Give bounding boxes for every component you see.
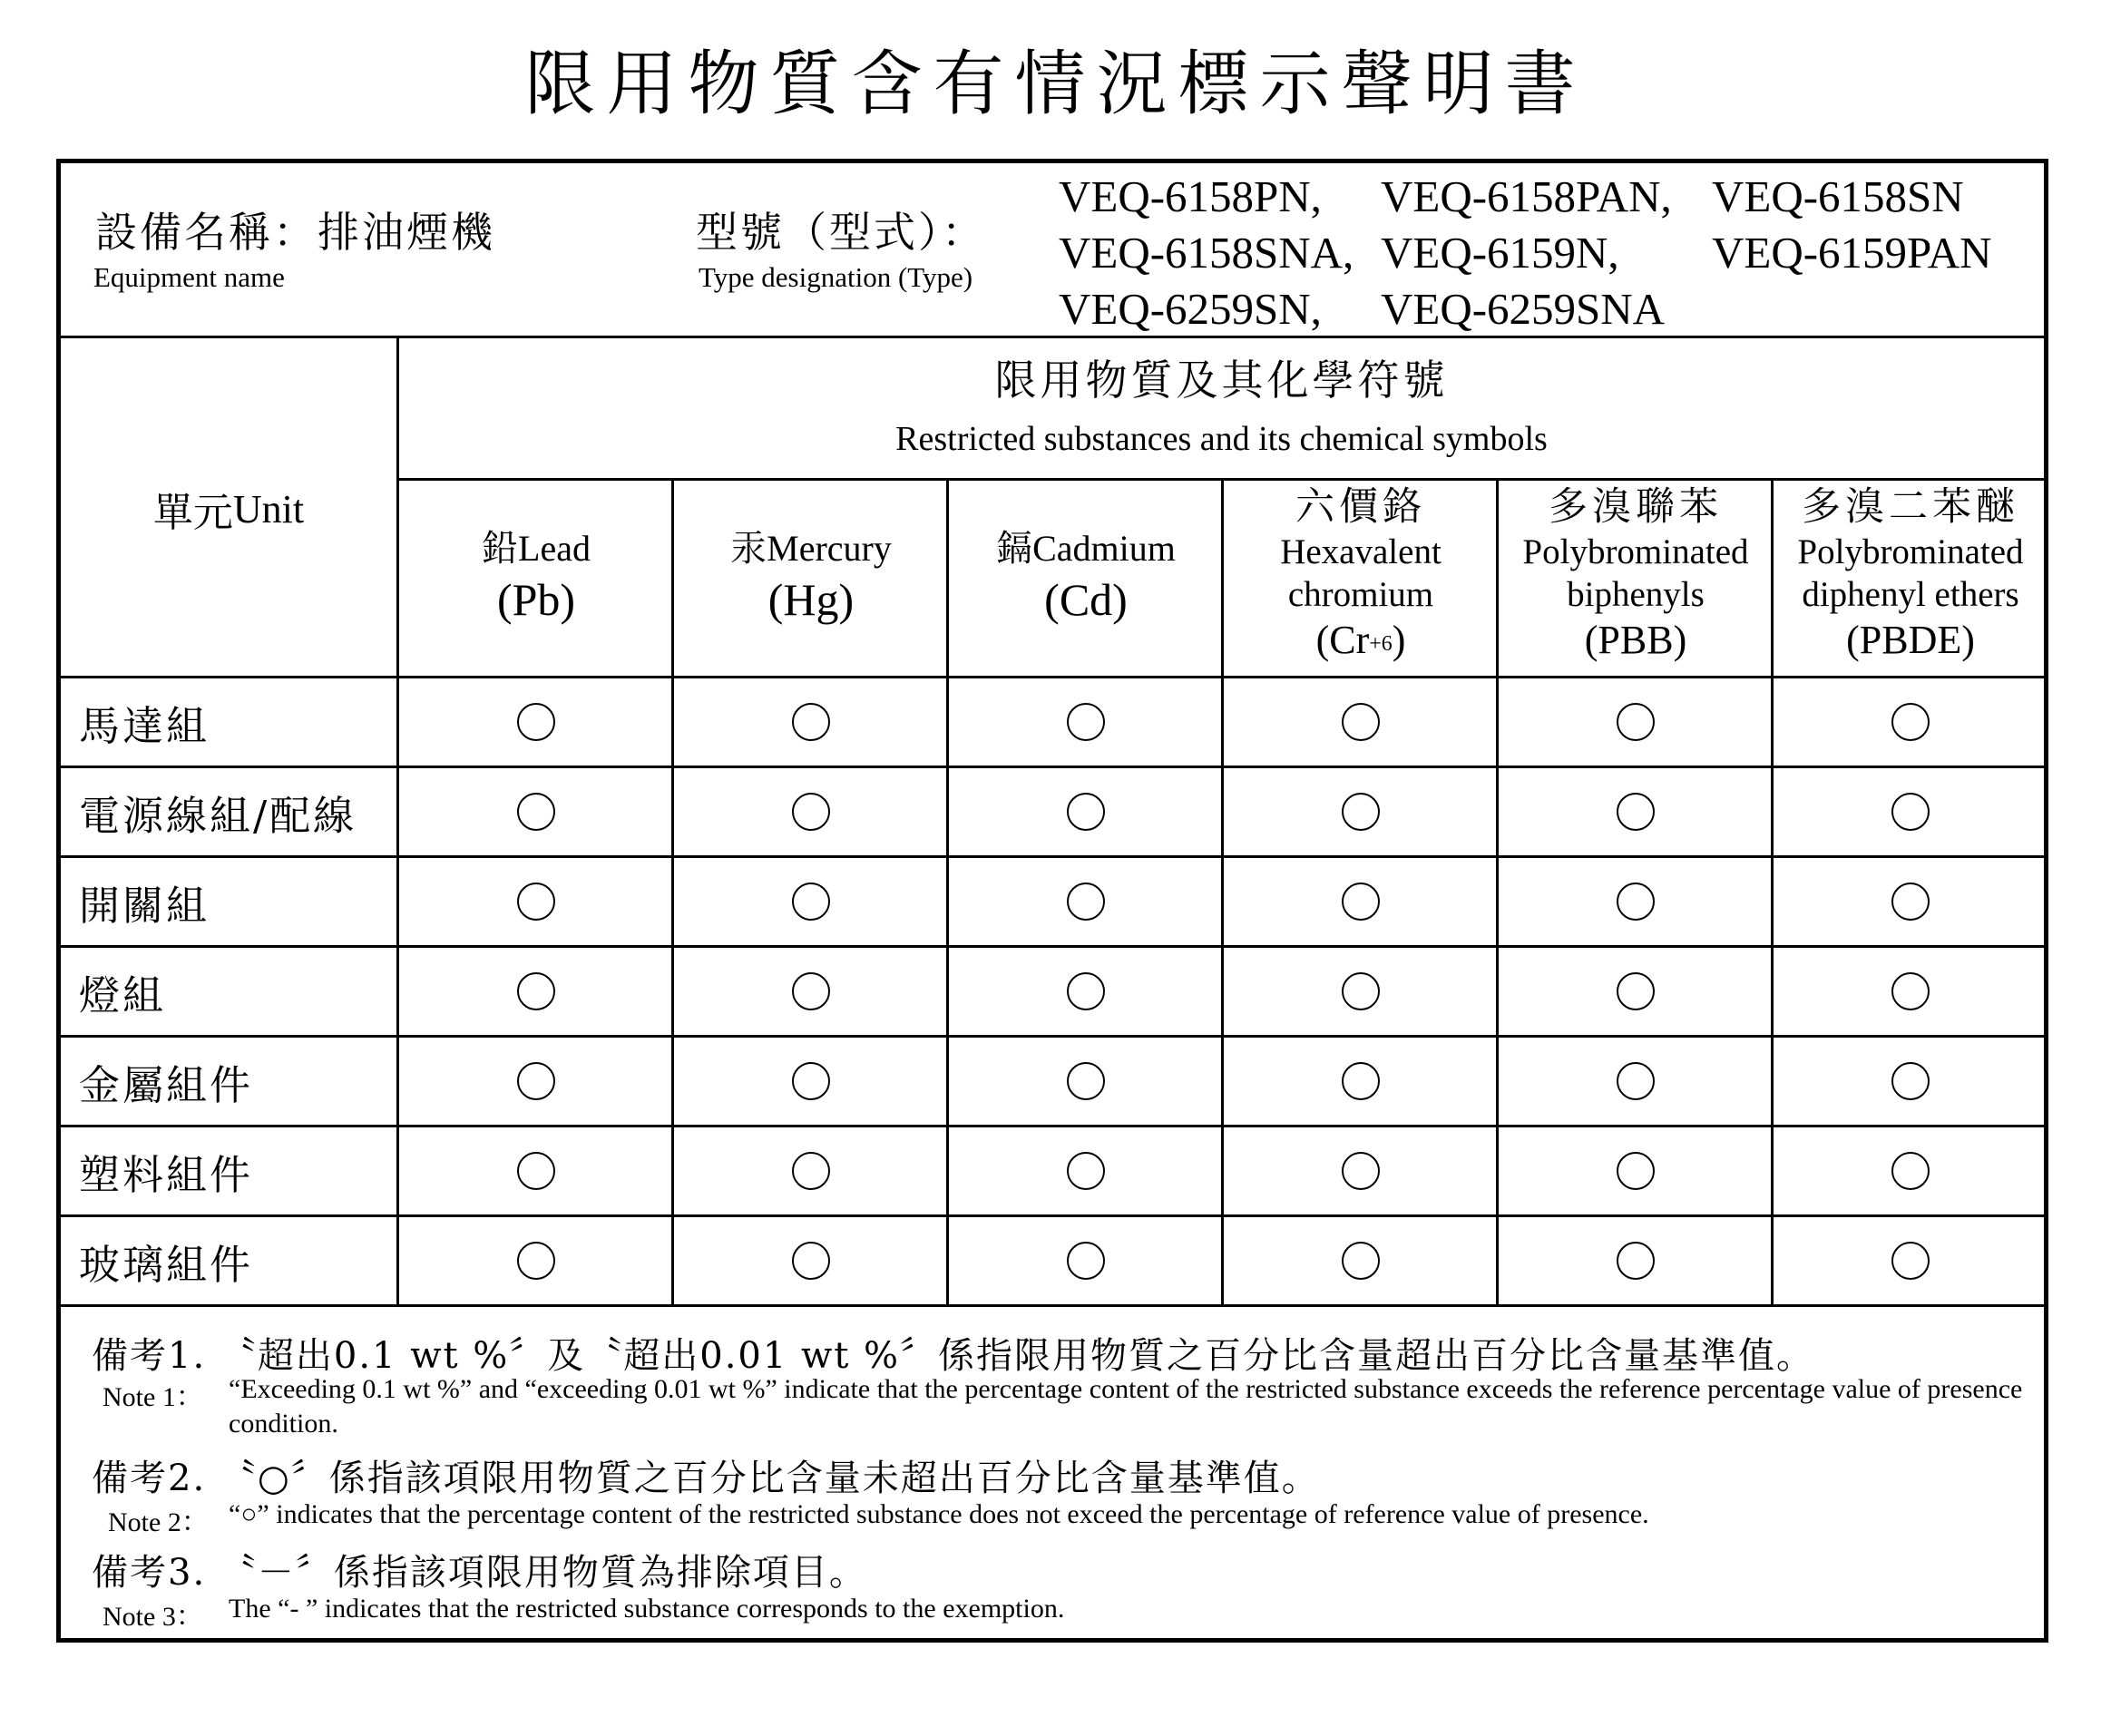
table-cell	[399, 1038, 673, 1125]
circle-mark-icon	[1891, 793, 1930, 831]
substance-zh: 六價鉻	[1295, 484, 1426, 530]
table-cell	[1224, 948, 1498, 1035]
note-3-en: The “- ” indicates that the restricted substance corresponds to the exemption.	[229, 1594, 1065, 1624]
substance-zh: 鎘	[996, 528, 1033, 570]
table-cell	[399, 858, 673, 945]
substance-zh: 多溴聯苯	[1549, 484, 1723, 530]
model-number: VEQ-6159N,	[1381, 228, 1619, 278]
circle-mark-icon	[1617, 972, 1655, 1010]
table-cell	[1499, 768, 1773, 855]
circle-mark-icon	[1342, 1152, 1380, 1190]
table-cell	[949, 948, 1223, 1035]
model-number: VEQ-6259SNA	[1381, 284, 1666, 334]
circle-mark-icon	[517, 883, 555, 921]
column-header-pbb	[1499, 481, 1773, 678]
row-unit-label: 玻璃組件	[79, 1240, 254, 1289]
table-cell	[1774, 678, 2047, 766]
circle-mark-icon	[517, 793, 555, 831]
substance-zh: 多溴二苯醚	[1802, 484, 2019, 530]
table-cell	[1224, 678, 1498, 766]
column-header-mercury	[674, 481, 948, 678]
table-cell	[1499, 948, 1773, 1035]
table-cell	[399, 948, 673, 1035]
symbol-base: (Cr	[1315, 618, 1370, 662]
circle-mark-icon	[792, 972, 830, 1010]
table-cell	[1499, 678, 1773, 766]
chemical-symbol: (PBB)	[1584, 618, 1687, 662]
circle-mark-icon	[1891, 972, 1930, 1010]
circle-mark-icon	[517, 703, 555, 741]
circle-mark-icon	[517, 1062, 555, 1100]
circle-mark-icon	[1342, 1242, 1380, 1280]
row-unit-label: 塑料組件	[79, 1150, 254, 1199]
type-designation-label-en: Type designation (Type)	[699, 261, 973, 293]
column-header-cadmium	[949, 481, 1223, 678]
note-3-zh: 備考3. 〝－〞係指該項限用物質為排除項目。	[92, 1552, 867, 1594]
circle-mark-icon	[1342, 793, 1380, 831]
table-cell	[1224, 768, 1498, 855]
table-cell	[1499, 1217, 1773, 1304]
table-cell	[674, 1127, 948, 1214]
circle-mark-icon	[1617, 1152, 1655, 1190]
page-title: 限用物質含有情況標示聲明書	[524, 44, 1587, 125]
circle-mark-icon	[1342, 1062, 1380, 1100]
row-unit-label: 金屬組件	[79, 1060, 254, 1109]
circle-mark-icon	[792, 703, 830, 741]
circle-mark-icon	[792, 793, 830, 831]
table-cell	[949, 858, 1223, 945]
table-cell	[1499, 858, 1773, 945]
table-cell	[949, 678, 1223, 766]
restricted-substances-header-en: Restricted substances and its chemical symbols	[895, 420, 1548, 458]
substance-en-line2: biphenyls	[1567, 575, 1705, 614]
substance-zh: 汞	[730, 528, 767, 570]
table-cell	[1224, 1127, 1498, 1214]
table-cell	[1499, 1038, 1773, 1125]
row-unit-label: 馬達組	[79, 701, 210, 750]
substance-en-line1: Polybrominated	[1797, 532, 2024, 571]
chemical-symbol: (Pb)	[496, 574, 576, 625]
circle-mark-icon	[792, 1062, 830, 1100]
model-number: VEQ-6158SNA,	[1059, 228, 1354, 278]
column-header-hexavalent-chromium	[1224, 481, 1498, 678]
circle-mark-icon	[1067, 972, 1105, 1010]
substance-en: Cadmium	[1032, 528, 1176, 569]
circle-mark-icon	[1067, 793, 1105, 831]
table-cell	[1774, 1127, 2047, 1214]
circle-mark-icon	[792, 1152, 830, 1190]
table-cell	[1224, 1038, 1498, 1125]
table-cell	[399, 768, 673, 855]
equipment-name-label: 設備名稱：排油煙機	[95, 208, 495, 257]
circle-mark-icon	[1067, 703, 1105, 741]
table-cell	[949, 1038, 1223, 1125]
table-cell	[949, 1217, 1223, 1304]
table-cell	[949, 768, 1223, 855]
substance-en-line2: diphenyl ethers	[1802, 575, 2019, 614]
circle-mark-icon	[1617, 1062, 1655, 1100]
circle-mark-icon	[1891, 1062, 1930, 1100]
table-cell	[674, 1038, 948, 1125]
row-unit-label: 電源線組/配線	[79, 791, 357, 840]
note-2-label: Note 2：	[108, 1507, 209, 1537]
table-cell	[1774, 1217, 2047, 1304]
circle-mark-icon	[1891, 703, 1930, 741]
chemical-symbol: (PBDE)	[1846, 618, 1975, 662]
substance-en: Mercury	[767, 528, 892, 569]
table-cell	[1224, 1217, 1498, 1304]
unit-header-en: Unit	[232, 486, 305, 532]
substance-en-line1: Polybrominated	[1522, 532, 1749, 571]
model-list	[1059, 169, 2020, 337]
row-unit-label: 燈組	[79, 970, 167, 1019]
substance-zh: 鉛	[482, 528, 519, 570]
note-2-zh: 備考2. 〝○〞係指該項限用物質之百分比含量未超出百分比含量基準值。	[92, 1458, 1320, 1499]
circle-mark-icon	[1342, 703, 1380, 741]
note-1-label: Note 1：	[103, 1382, 203, 1412]
column-header-pbde	[1774, 481, 2047, 678]
circle-mark-icon	[1342, 972, 1380, 1010]
substance-en-line1: Hexavalent	[1280, 532, 1442, 571]
type-designation-label: 型號（型式）：	[696, 208, 986, 257]
symbol-end: )	[1392, 618, 1406, 662]
model-number	[1712, 281, 2020, 337]
circle-mark-icon	[1617, 1242, 1655, 1280]
chemical-symbol: (Cd)	[1044, 574, 1128, 625]
circle-mark-icon	[1617, 793, 1655, 831]
note-1-zh: 備考1. 〝超出0.1 wt %〞及〝超出0.01 wt %〞係指限用物質之百分比含量超出百分比含量基準值。	[92, 1335, 1815, 1377]
equipment-name-label-en: Equipment name	[93, 261, 285, 293]
table-cell	[1774, 1038, 2047, 1125]
table-cell	[1774, 768, 2047, 855]
row-unit-label: 開關組	[79, 881, 210, 930]
table-cell	[674, 678, 948, 766]
table-cell	[1774, 948, 2047, 1035]
table-cell	[674, 1217, 948, 1304]
note-3-label: Note 3：	[103, 1602, 203, 1632]
circle-mark-icon	[1067, 1062, 1105, 1100]
circle-mark-icon	[792, 883, 830, 921]
substance-en-line2: chromium	[1287, 575, 1434, 614]
circle-mark-icon	[1067, 1242, 1105, 1280]
unit-column-header	[61, 339, 396, 678]
circle-mark-icon	[792, 1242, 830, 1280]
unit-header-zh: 單元	[152, 490, 233, 536]
table-cell	[399, 1127, 673, 1214]
circle-mark-icon	[1342, 883, 1380, 921]
restricted-substances-header: 限用物質及其化學符號	[994, 356, 1449, 405]
table-cell	[399, 1217, 673, 1304]
declaration-table	[56, 159, 2048, 1643]
model-number: VEQ-6259SN,	[1059, 284, 1322, 334]
table-cell	[1774, 858, 2047, 945]
symbol-superscript: +6	[1369, 632, 1393, 656]
table-cell	[674, 768, 948, 855]
divider	[61, 336, 2044, 338]
note-1-en: “Exceeding 0.1 wt %” and “exceeding 0.01 wt %” indicate that the percentage content of the restricted substance exceeds the reference percentage value of presence condition.	[229, 1374, 2023, 1439]
circle-mark-icon	[1067, 883, 1105, 921]
circle-mark-icon	[517, 972, 555, 1010]
substance-en: Lead	[518, 528, 591, 569]
circle-mark-icon	[1617, 703, 1655, 741]
circle-mark-icon	[1891, 1242, 1930, 1280]
table-cell	[674, 948, 948, 1035]
note-2-en: “○” indicates that the percentage content of the restricted substance does not exceed the percentage of reference value of presence.	[229, 1499, 1649, 1529]
circle-mark-icon	[1067, 1152, 1105, 1190]
divider	[61, 1304, 2044, 1307]
circle-mark-icon	[517, 1152, 555, 1190]
model-number: VEQ-6159PAN	[1712, 228, 1992, 278]
chemical-symbol: (Hg)	[767, 574, 855, 625]
model-number: VEQ-6158SN	[1712, 171, 1964, 221]
model-number: VEQ-6158PN,	[1059, 171, 1322, 221]
column-header-lead	[399, 481, 673, 678]
circle-mark-icon	[1617, 883, 1655, 921]
circle-mark-icon	[1891, 883, 1930, 921]
table-cell	[674, 858, 948, 945]
table-cell	[949, 1127, 1223, 1214]
model-number: VEQ-6158PAN,	[1381, 171, 1672, 221]
circle-mark-icon	[1891, 1152, 1930, 1190]
chemical-symbol	[1224, 616, 1498, 665]
table-cell	[1499, 1127, 1773, 1214]
table-cell	[1224, 858, 1498, 945]
table-cell	[399, 678, 673, 766]
circle-mark-icon	[517, 1242, 555, 1280]
